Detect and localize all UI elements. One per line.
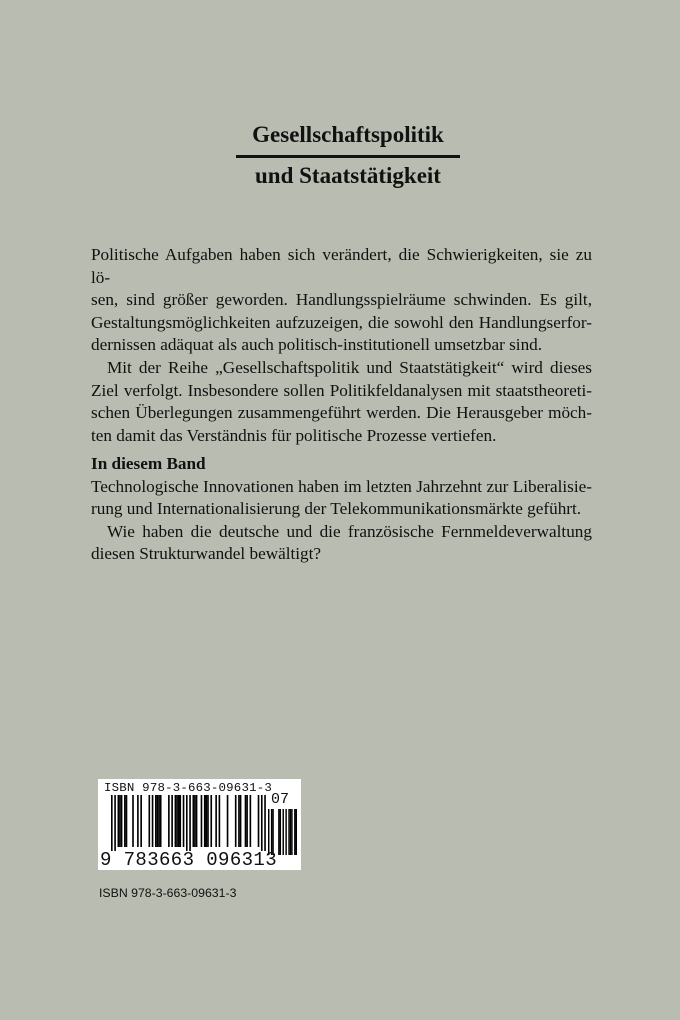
barcode-bar	[238, 795, 240, 847]
barcode-bar	[176, 795, 178, 847]
barcode-bar	[240, 795, 242, 847]
barcode-addon-bar	[285, 809, 286, 855]
barcode-bar	[245, 795, 247, 847]
barcode-bar	[137, 795, 139, 847]
barcode-bar	[171, 795, 173, 847]
barcode-bar	[235, 795, 237, 847]
barcode-bar	[206, 795, 208, 847]
barcode-bar	[126, 795, 128, 847]
barcode-bar	[179, 795, 181, 847]
barcode-bar	[204, 795, 206, 847]
barcode-bar	[158, 795, 160, 847]
barcode-bar	[201, 795, 203, 847]
title-rule	[236, 155, 460, 158]
intro-line: schen Überlegungen zusammengeführt werden. Die Herausgeber möch-	[91, 403, 592, 423]
barcode-addon-label: 07	[271, 791, 290, 808]
barcode-bar	[258, 795, 260, 847]
barcode-bar	[246, 795, 248, 847]
barcode-bar	[160, 795, 162, 847]
barcode-bar	[121, 795, 123, 847]
barcode-bar	[215, 795, 217, 847]
intro-line: Ziel verfolgt. Insbesondere sollen Politikfeldanalysen mit staatstheoreti-	[91, 380, 592, 400]
barcode-bar	[152, 795, 154, 847]
volume-description	[91, 453, 592, 566]
volume-line: Technologische Innovationen haben im letzten Jahrzehnt zur Liberalisie-	[91, 476, 592, 496]
barcode-isbn-label: ISBN 978-3-663-09631-3	[104, 781, 272, 795]
isbn-barcode	[98, 779, 301, 870]
barcode-bar	[124, 795, 126, 847]
barcode-bar	[261, 795, 263, 851]
barcode-bar	[175, 795, 177, 847]
barcode-bar	[157, 795, 159, 847]
intro-line: sen, sind größer geworden. Handlungsspielräume schwinden. Es gilt,	[91, 290, 592, 310]
barcode-bar	[219, 795, 221, 847]
barcode-bar	[183, 795, 185, 847]
series-description	[91, 244, 592, 447]
barcode-addon-bar	[283, 809, 284, 855]
barcode-addon-bar	[288, 809, 289, 855]
barcode-addon-bar	[280, 809, 281, 855]
series-title-line2: und Staatstätigkeit	[255, 163, 441, 188]
barcode-bar	[155, 795, 157, 847]
isbn-text: ISBN 978-3-663-09631-3	[99, 886, 237, 900]
barcode-addon-bar	[294, 809, 295, 855]
barcode-bar	[193, 795, 195, 847]
barcode-bar	[111, 795, 113, 851]
barcode-bar	[132, 795, 134, 847]
barcode-addon-bar	[278, 809, 279, 855]
barcode-bar	[114, 795, 116, 851]
barcode-digits: 9 783663 096313	[100, 849, 278, 871]
barcode-bar	[148, 795, 150, 847]
barcode-bar	[196, 795, 198, 847]
volume-line: Wie haben die deutsche und die französische Fernmeldeverwaltung	[107, 521, 592, 541]
barcode-bar	[168, 795, 170, 847]
barcode-bar	[250, 795, 252, 847]
barcode-bar	[186, 795, 188, 851]
barcode-bar	[227, 795, 229, 847]
barcode-addon-bar	[290, 809, 291, 855]
intro-line: Politische Aufgaben haben sich verändert, die Schwierigkeiten, sie zu lö-	[91, 245, 592, 287]
barcode-bar	[118, 795, 120, 847]
barcode-bar	[207, 795, 209, 847]
barcode-addon-bar	[296, 809, 297, 855]
intro-line: Gestaltungsmöglichkeiten aufzuzeigen, die sowohl den Handlungserfor-	[91, 312, 592, 332]
volume-line: rung und Internationalisierung der Telekommunikationsmärkte geführt.	[91, 499, 582, 519]
barcode-addon-bar	[291, 809, 292, 855]
intro-line: dernissen adäquat als auch politisch-institutionell umsetzbar sind.	[91, 335, 543, 355]
series-title-line1: Gesellschaftspolitik	[252, 122, 444, 147]
barcode-bar	[119, 795, 121, 847]
barcode-bar	[178, 795, 180, 847]
barcode-bar	[189, 795, 191, 851]
intro-line: ten damit das Verständnis für politische Prozesse vertiefen.	[91, 425, 497, 445]
volume-heading: In diesem Band	[91, 454, 206, 473]
barcode-bar	[140, 795, 142, 847]
barcode-bar	[264, 795, 266, 851]
intro-line: Mit der Reihe „Gesellschaftspolitik und Staatstätigkeit“ wird dieses	[107, 357, 592, 377]
volume-line: diesen Strukturwandel bewältigt?	[91, 544, 322, 564]
barcode-bar	[194, 795, 196, 847]
barcode-bar	[210, 795, 212, 847]
